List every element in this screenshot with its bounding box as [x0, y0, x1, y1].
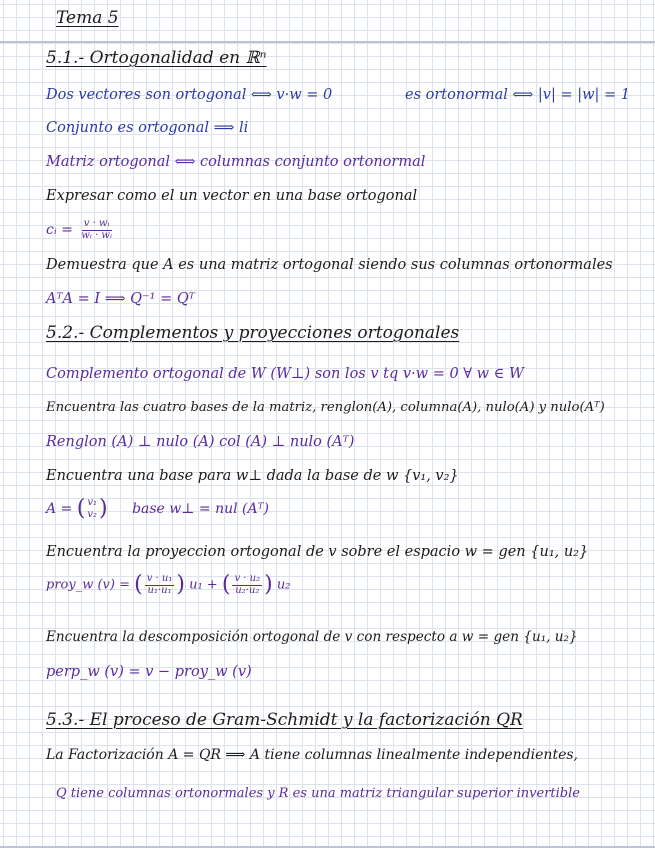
note-line: Encuentra la proyeccion ortogonal de v sobre el espacio w = gen {u₁, u₂} [46, 544, 589, 560]
paren-close: ) [264, 572, 273, 597]
formula-mid: u₁ + [189, 577, 218, 593]
note-line: Encuentra una base para w⊥ dada la base de w {v₁, v₂} [46, 468, 459, 484]
formula-lhs: cᵢ = [46, 222, 73, 238]
formula-end: u₂ [276, 577, 291, 593]
formula-basis [46, 497, 269, 521]
fraction [232, 574, 262, 596]
fraction-numerator: v · u₂ [234, 573, 261, 584]
note-line: Renglon (A) ⊥ nulo (A) col (A) ⊥ nulo (Aᵀ) [46, 434, 355, 450]
fraction-numerator: v · u₁ [146, 573, 173, 584]
note-line: Encuentra la descomposición ortogonal de v con respecto a w = gen {u₁, u₂} [46, 629, 578, 645]
note-line: Demuestra que A es una matriz ortogonal siendo sus columnas ortonormales [46, 257, 613, 273]
paren-open: ( [134, 572, 143, 597]
fraction-denominator: u₂·u₂ [235, 584, 260, 596]
fraction [79, 219, 114, 241]
section-heading-5-2: 5.2.- Complementos y proyecciones ortogonales [46, 323, 460, 343]
fraction [145, 574, 175, 596]
divider-line [0, 41, 655, 43]
note-line: es ortonormal ⟺ |v| = |w| = 1 [405, 87, 630, 103]
paren-open: ( [76, 496, 86, 521]
note-line: AᵀA = I ⟹ Q⁻¹ = Qᵀ [46, 291, 195, 307]
fraction-numerator: v · wᵢ [83, 218, 110, 229]
fraction-denominator: u₁·u₁ [147, 584, 172, 596]
formula-lhs: proy_w (v) = [46, 577, 130, 593]
fraction-denominator: wᵢ · wᵢ [81, 229, 112, 241]
section-heading-5-1: 5.1.- Ortogonalidad en ℝⁿ [46, 48, 267, 68]
note-line: Dos vectores son ortogonal ⟺ v·w = 0 [46, 87, 333, 103]
page-title: Tema 5 [56, 8, 119, 28]
column-matrix [87, 497, 97, 521]
matrix-row: v₂ [87, 509, 98, 520]
paren-open: ( [221, 572, 231, 597]
note-line: La Factorización A = QR ⟹ A tiene columnas linealmente independientes, [46, 747, 578, 763]
matrix-row: v₁ [87, 497, 98, 508]
formula-projection [46, 574, 290, 596]
formula-lhs: A = [46, 501, 73, 517]
paren-close: ) [99, 496, 108, 521]
formula-ci [46, 219, 116, 241]
note-line: Q tiene columnas ortonormales y R es una matriz triangular superior invertible [56, 786, 580, 801]
note-line: Conjunto es ortogonal ⟹ li [46, 120, 249, 136]
note-line: Complemento ortogonal de W (W⊥) son los v tq v·w = 0 ∀ w ∈ W [46, 366, 524, 382]
note-line: perp_w (v) = v − proy_w (v) [46, 664, 252, 680]
note-line: Encuentra las cuatro bases de la matriz, renglon(A), columna(A), nulo(A) y nulo(Aᵀ) [46, 400, 605, 415]
section-heading-5-3: 5.3.- El proceso de Gram-Schmidt y la factorización QR [46, 710, 523, 730]
formula-rhs: base w⊥ = nul (Aᵀ) [132, 501, 269, 517]
note-line: Matriz ortogonal ⟺ columnas conjunto ortonormal [46, 154, 426, 170]
paren-close: ) [176, 572, 185, 597]
note-line: Expresar como el un vector en una base ortogonal [46, 188, 418, 204]
